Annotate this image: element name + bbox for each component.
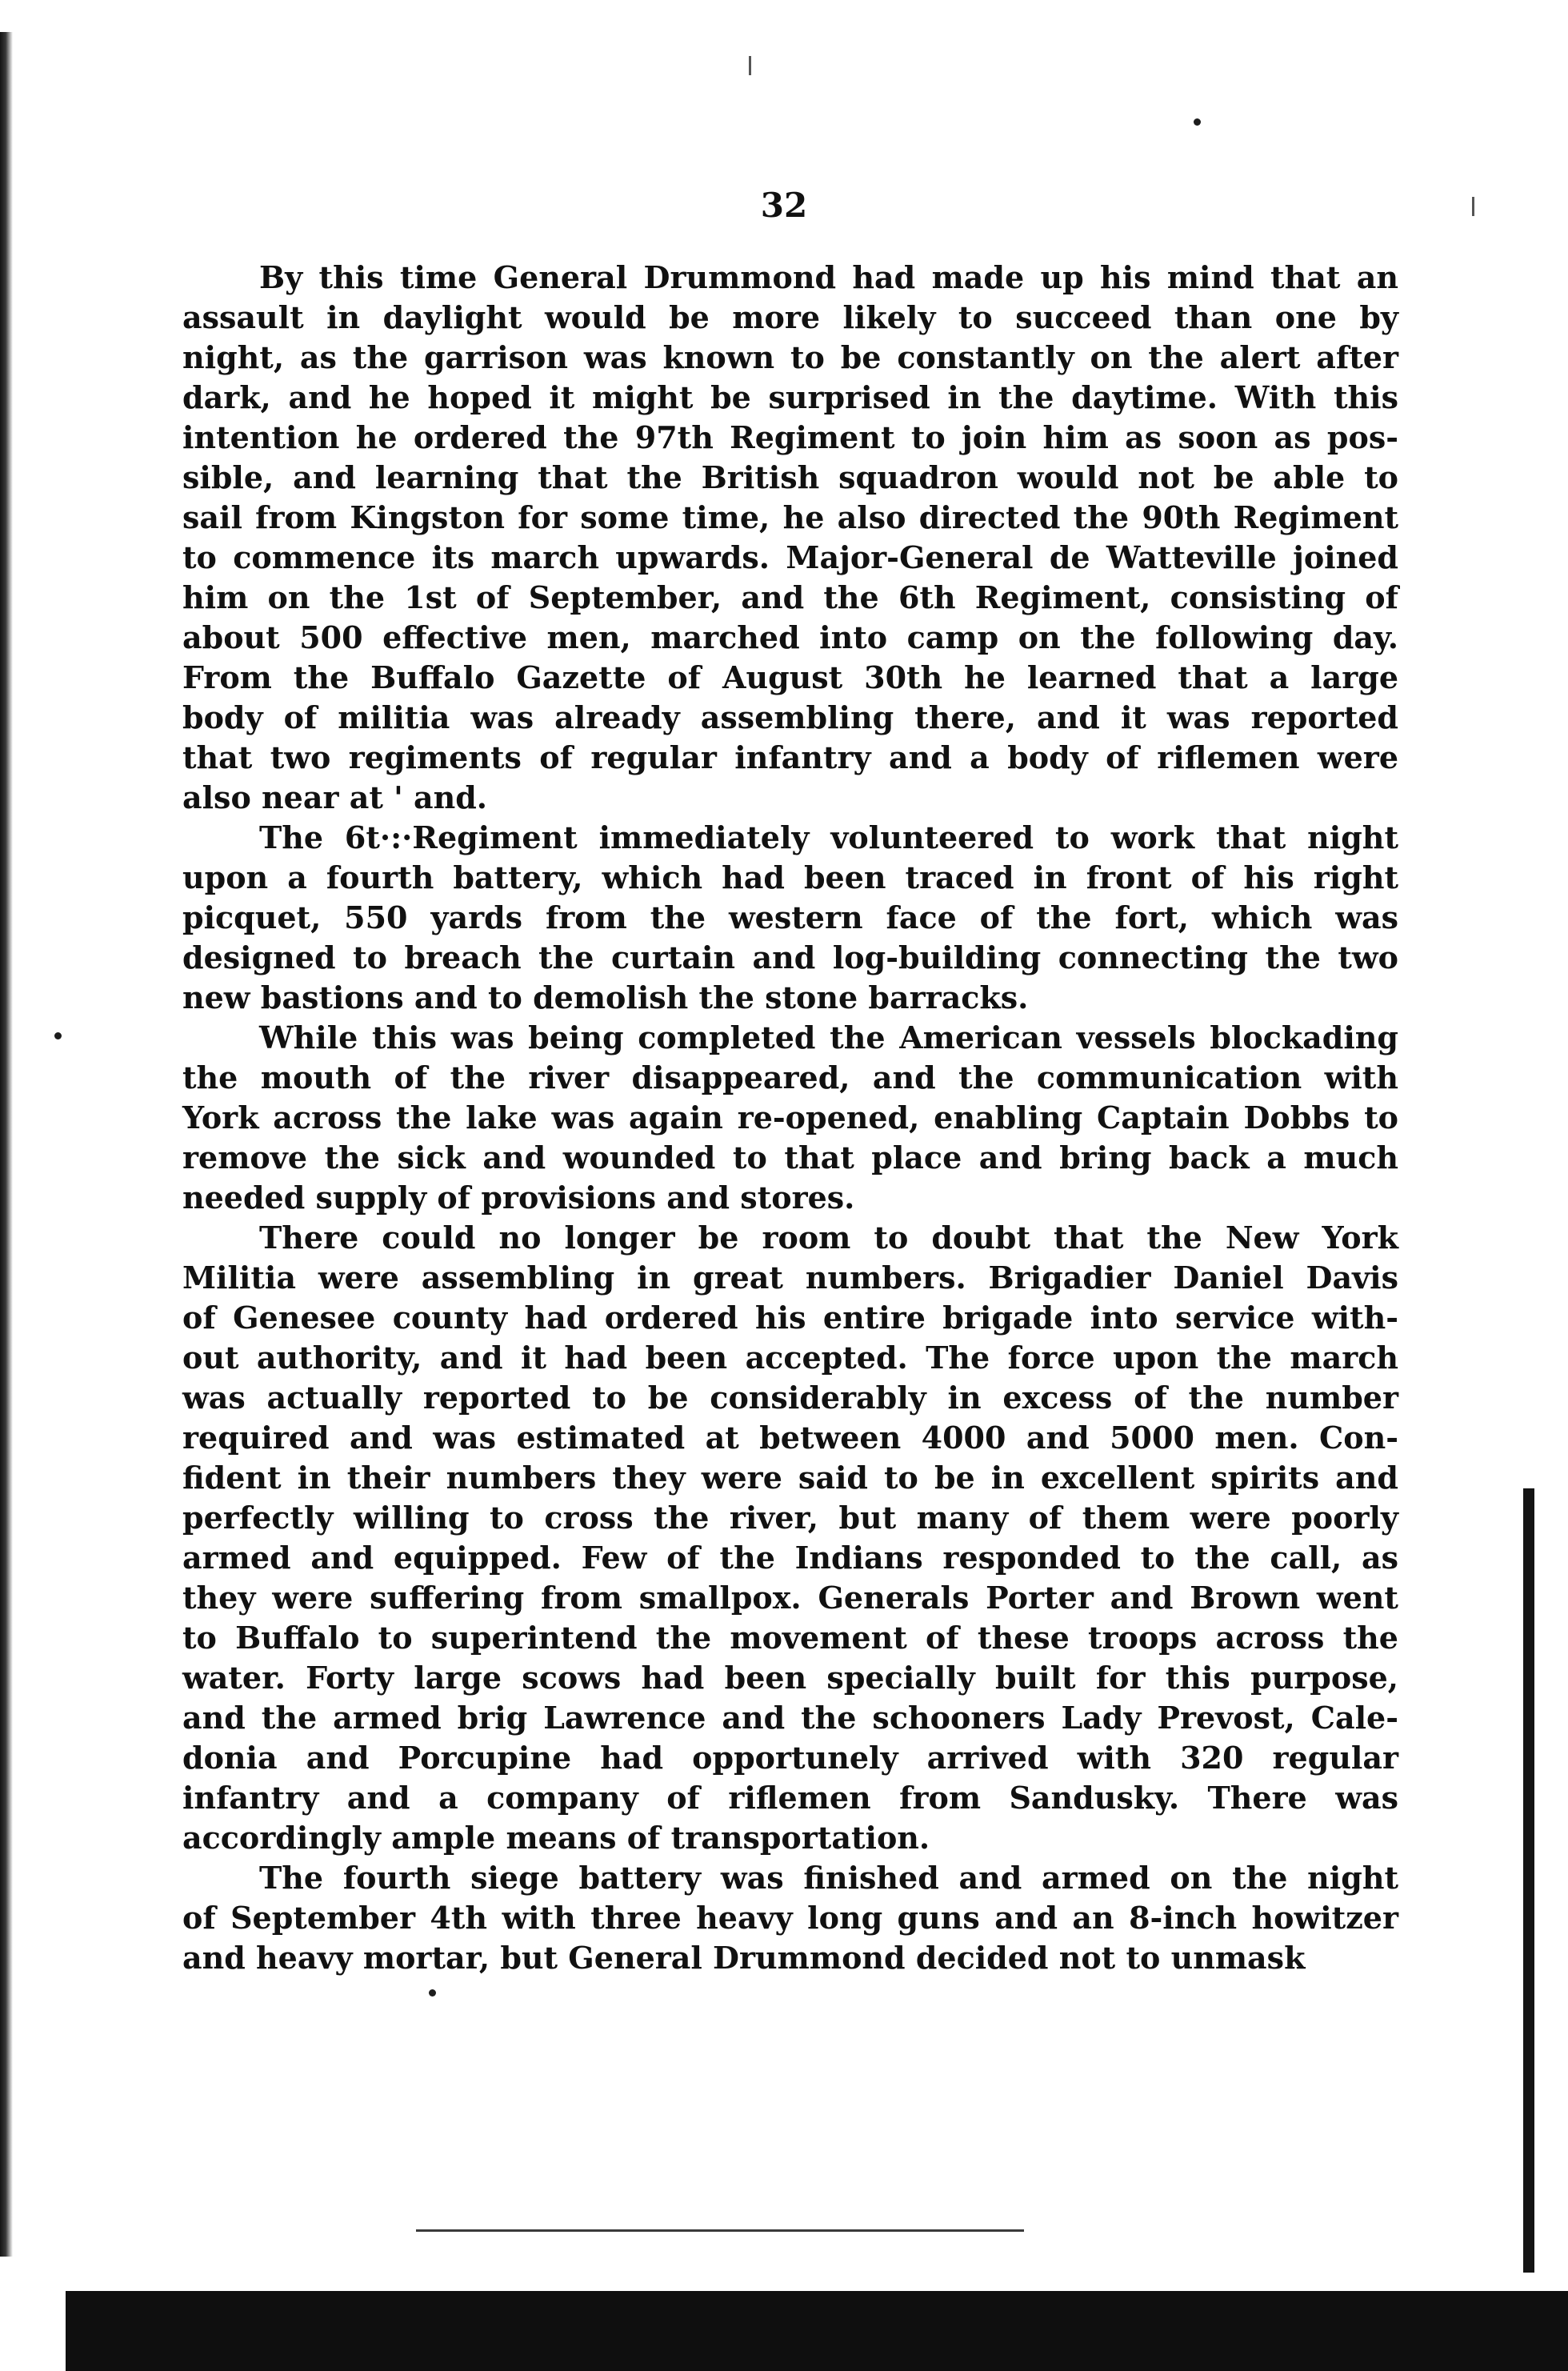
text-line: remove the sick and wounded to that place and bring back a much (182, 1139, 1398, 1175)
text-line: sail from Kingston for some time, he also directed the 90th Regiment (182, 499, 1398, 535)
text-line: and the armed brig Lawrence and the schooners Lady Prevost, Cale- (182, 1700, 1398, 1736)
text-line: needed supply of provisions and stores. (182, 1179, 855, 1216)
scan-right-edge (1523, 1488, 1534, 2273)
text-line: The fourth siege battery was finished and armed on the night (259, 1860, 1398, 1896)
text-line: Militia were assembling in great numbers. Brigadier Daniel Davis (182, 1260, 1398, 1296)
text-line: required and was estimated at between 4000 and 5000 men. Con- (182, 1420, 1398, 1456)
text-line: The 6t·:·Regiment immediately volunteered to work that night (259, 819, 1398, 855)
text-line: that two regiments of regular infantry and a body of riflemen were (182, 739, 1398, 775)
paragraph (182, 1218, 1398, 1858)
paragraph (182, 1018, 1398, 1218)
paragraph (182, 1858, 1398, 1978)
text-line: sible, and learning that the British squadron would not be able to (182, 459, 1398, 495)
text-line: intention he ordered the 97th Regiment to join him as soon as pos- (182, 419, 1398, 455)
scan-tick-mark (749, 56, 751, 75)
text-line: the mouth of the river disappeared, and the communication with (182, 1059, 1398, 1095)
text-line: of Genesee county had ordered his entire brigade into service with- (182, 1300, 1398, 1336)
page-number: 32 (760, 186, 808, 225)
text-line: dark, and he hoped it might be surprised in the daytime. With this (182, 379, 1398, 415)
stray-ink-dot (429, 1989, 436, 1997)
body-text (182, 258, 1398, 1978)
scan-bottom-edge (66, 2291, 1568, 2371)
text-line: By this time General Drummond had made up his mind that an (259, 259, 1398, 295)
stray-ink-dot (1194, 118, 1201, 126)
text-line: new bastions and to demolish the stone barracks. (182, 979, 1029, 1015)
scan-left-edge (0, 32, 13, 2257)
text-line: and heavy mortar, but General Drummond decided not to unmask (182, 1940, 1306, 1976)
text-line: body of militia was already assembling there, and it was reported (182, 699, 1398, 735)
text-line: armed and equipped. Few of the Indians responded to the call, as (182, 1540, 1398, 1576)
text-line: of September 4th with three heavy long guns and an 8-inch howitzer (182, 1900, 1398, 1936)
text-line: infantry and a company of riflemen from Sandusky. There was (182, 1780, 1398, 1816)
text-line: out authority, and it had been accepted. The force upon the march (182, 1340, 1398, 1376)
text-line: designed to breach the curtain and log-building connecting the two (182, 939, 1398, 975)
text-line: night, as the garrison was known to be constantly on the alert after (182, 339, 1398, 375)
paragraph (182, 818, 1398, 1018)
text-line: York across the lake was again re-opened, enabling Captain Dobbs to (182, 1099, 1398, 1135)
text-line: upon a fourth battery, which had been traced in front of his right (182, 859, 1398, 895)
paragraph (182, 258, 1398, 818)
stray-ink-dot (54, 1032, 62, 1039)
text-line: fident in their numbers they were said to be in excellent spirits and (182, 1460, 1398, 1496)
text-line: to commence its march upwards. Major-General de Watteville joined (182, 539, 1398, 575)
text-line: perfectly willing to cross the river, but many of them were poorly (182, 1500, 1398, 1536)
text-line: accordingly ample means of transportation. (182, 1820, 930, 1856)
text-line: also near at ' and. (182, 779, 488, 815)
text-line: about 500 effective men, marched into camp on the following day. (182, 619, 1398, 655)
text-line: they were suffering from smallpox. Generals Porter and Brown went (182, 1580, 1398, 1616)
text-line: From the Buffalo Gazette of August 30th he learned that a large (182, 659, 1398, 695)
text-line: picquet, 550 yards from the western face of the fort, which was (182, 899, 1398, 935)
text-line: While this was being completed the American vessels blockading (259, 1019, 1398, 1055)
text-line: There could no longer be room to doubt that the New York (259, 1220, 1398, 1256)
text-line: to Buffalo to superintend the movement of these troops across the (182, 1620, 1398, 1656)
text-line: him on the 1st of September, and the 6th Regiment, consisting of (182, 579, 1398, 615)
text-line: assault in daylight would be more likely to succeed than one by (182, 299, 1398, 335)
text-line: water. Forty large scows had been specially built for this purpose, (182, 1660, 1398, 1696)
text-line: donia and Porcupine had opportunely arrived with 320 regular (182, 1740, 1398, 1776)
bottom-rule (416, 2229, 1024, 2232)
text-line: was actually reported to be considerably in excess of the number (182, 1380, 1398, 1416)
